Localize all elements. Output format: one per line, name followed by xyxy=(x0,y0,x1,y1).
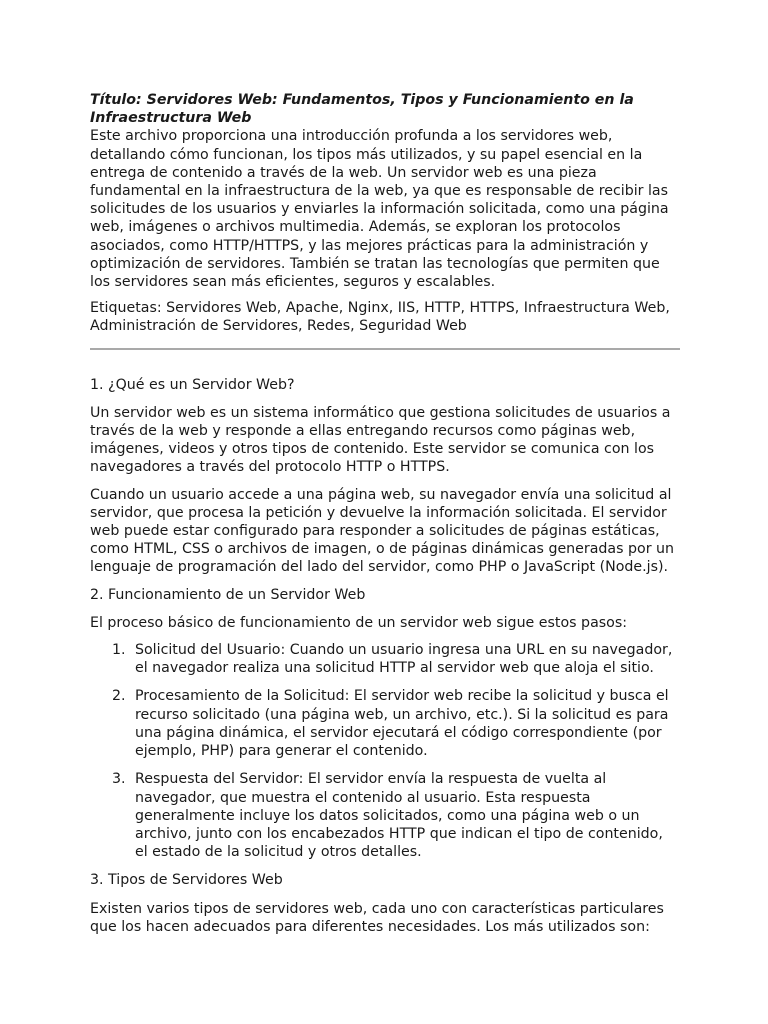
list-item-number: 3. xyxy=(112,771,126,788)
list-item-text: Solicitud del Usuario: Cuando un usuario ingresa una URL en su navegador, el navegador realiza una solicitud HTTP al servidor web que aloja el sitio. xyxy=(135,642,673,677)
document-intro: Este archivo proporciona una introducción profunda a los servidores web, detallando cómo funcionan, los tipos más utilizados, y su papel esencial en la entrega de contenido a través de la web. Un servidor web es una pieza fundamental en la infraestructura de la web, ya que es responsable de recibir las solicitudes de los usuarios y enviarles la información solicitada, como una página web, imágenes o archivos multimedia. Además, se exploran los protocolos asociados, como HTTP/HTTPS, y las mejores prácticas para la administración y optimización de servidores. También se tratan las tecnologías que permiten que los servidores sean más eficientes, seguros y escalables. xyxy=(90,128,669,291)
section-3-paragraph-1: Existen varios tipos de servidores web, cada uno con características particulares que los hacen adecuados para diferentes necesidades. Los más utilizados son: xyxy=(90,900,664,935)
list-item xyxy=(90,641,680,677)
section-2-heading: 2. Funcionamiento de un Servidor Web xyxy=(90,586,366,603)
section-2-paragraph-1: El proceso básico de funcionamiento de un servidor web sigue estos pasos: xyxy=(90,614,628,631)
document-tags: Etiquetas: Servidores Web, Apache, Nginx, IIS, HTTP, HTTPS, Infraestructura Web, Administración de Servidores, Redes, Seguridad Web xyxy=(90,300,670,335)
list-item xyxy=(90,687,680,760)
section-1-paragraph-1: Un servidor web es un sistema informático que gestiona solicitudes de usuarios a través de la web y responde a ellas entregando recursos como páginas web, imágenes, videos y otros tipos de contenido. Este servidor se comunica con los navegadores a través del protocolo HTTP o HTTPS. xyxy=(90,404,671,476)
document-title: Título: Servidores Web: Fundamentos, Tipos y Funcionamiento en la Infraestructura Web xyxy=(90,92,634,127)
section-1-heading: 1. ¿Qué es un Servidor Web? xyxy=(90,376,295,393)
list-item-text: Respuesta del Servidor: El servidor envía la respuesta de vuelta al navegador, que muestra el contenido al usuario. Esta respuesta generalmente incluye los datos solicitados, como una página web o un archivo, junto con los encabezados HTTP que indican el tipo de contenido, el estado de la solicitud y otros detalles. xyxy=(135,771,663,861)
list-item-number: 2. xyxy=(112,688,126,705)
process-steps-list xyxy=(90,641,680,861)
document-page xyxy=(90,91,680,945)
list-item-number: 1. xyxy=(112,642,126,659)
section-divider xyxy=(90,348,680,350)
section-1-paragraph-2: Cuando un usuario accede a una página web, su navegador envía una solicitud al servidor, que procesa la petición y devuelve la información solicitada. El servidor web puede estar configurado para responder a solicitudes de páginas estáticas, como HTML, CSS o archivos de imagen, o de páginas dinámicas generadas por un lenguaje de programación del lado del servidor, como PHP o JavaScript (Node.js). xyxy=(90,486,675,576)
list-item xyxy=(90,770,680,861)
section-3-heading: 3. Tipos de Servidores Web xyxy=(90,872,283,889)
list-item-text: Procesamiento de la Solicitud: El servidor web recibe la solicitud y busca el recurso solicitado (una página web, un archivo, etc.). Si la solicitud es para una página dinámica, el servidor ejecutará el código correspondiente (por ejemplo, PHP) para generar el contenido. xyxy=(135,688,669,760)
